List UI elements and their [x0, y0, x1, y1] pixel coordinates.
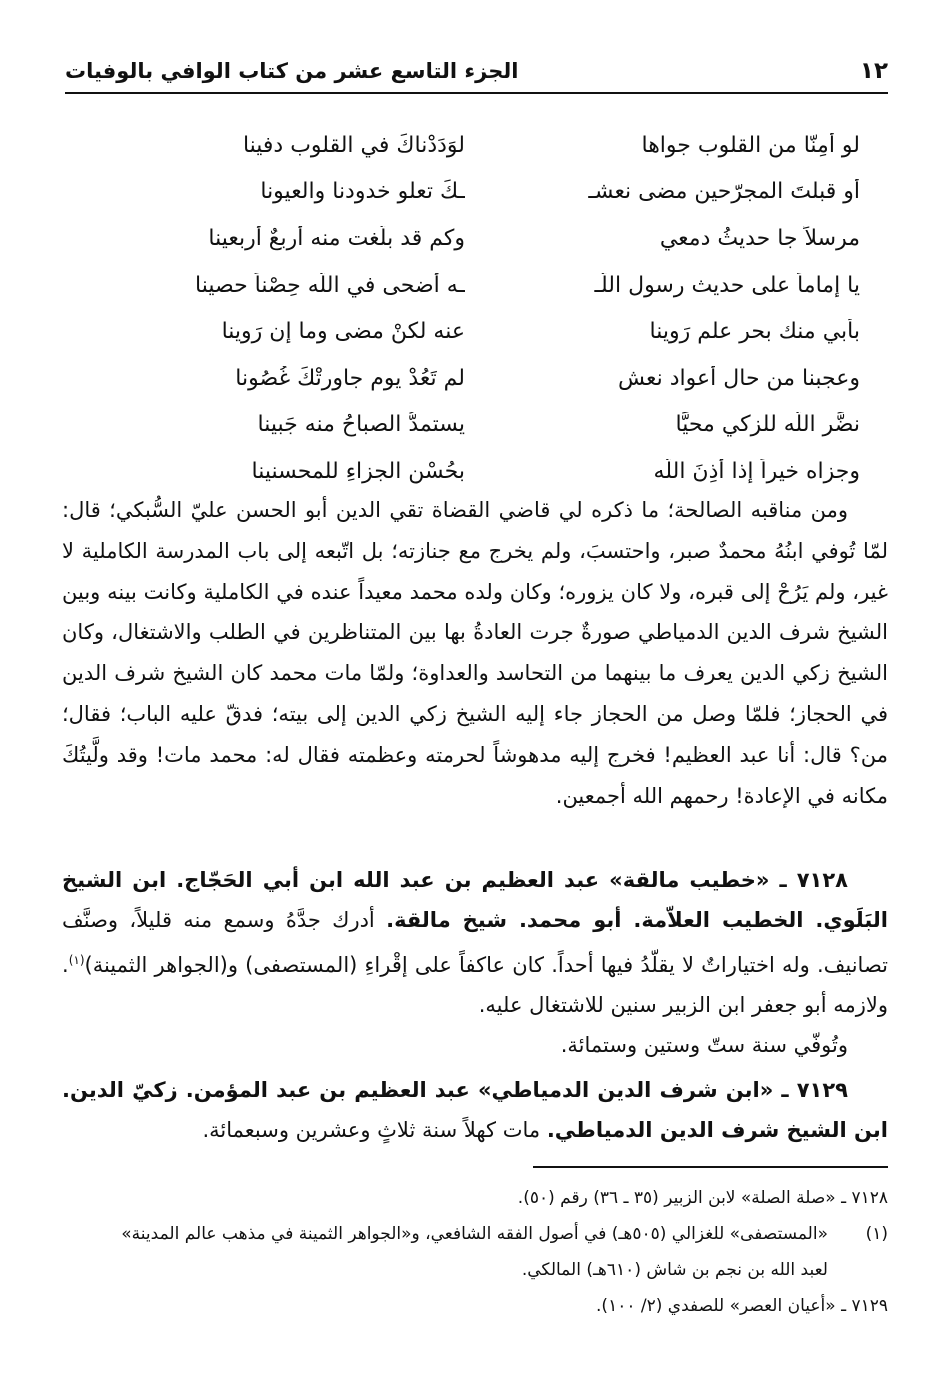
verse-first-hemistich: أو قبلتَ المجرّحين مضى نعشـ [588, 179, 860, 205]
verse-first-hemistich: لو أمِنّا من القلوب جواها [641, 132, 860, 158]
entry-paragraph [62, 1070, 888, 1150]
page-header [65, 58, 888, 84]
verse-first-hemistich: بأبي منك بحر علم رَوينا [649, 319, 860, 345]
footnote-marker: (١) [865, 1224, 888, 1244]
verse-second-hemistich: لوَدَدْناكَ في القلوب دفينا [242, 132, 465, 158]
biography-entry-7129 [62, 1070, 888, 1150]
footnote-ref[interactable]: (١) [68, 953, 85, 967]
entry-death: وتُوفّي سنة ستّ وستين وستمائة. [560, 1033, 848, 1057]
verse-first-hemistich: يا إماماً على حديث رسول اللّـ [594, 272, 860, 298]
entry-text: أدرك جدَّهُ وسمع منه قليلاً، وصنَّف تصانيف. وله اختياراتٌ لا يقلّدُ فيها أحداً. كان عاكفاً على إقْراءِ (المستصفى) و(الجواهر الثمينة) [62, 908, 888, 977]
entry-heading: ٧١٢٨ ـ «خطيب مالقة» عبد العظيم بن عبد الله ابن أبي الحَجّاج. ابن الشيخ البَلَوي. الخطيب العلاّمة. أبو محمد. شيخ مالقة. [62, 868, 888, 932]
poem-block [100, 122, 860, 495]
entry-text-continued: . ولازمه أبو جعفر ابن الزبير سنين للاشتغال عليه. [62, 953, 888, 1017]
poem-verse [100, 169, 860, 216]
entry-text: مات كهلاً سنة ثلاثٍ وعشرين وسبعمائة. [202, 1118, 541, 1142]
footnotes [62, 1180, 888, 1324]
poem-verse [100, 448, 860, 495]
entry-heading: ٧١٢٩ ـ «ابن شرف الدين الدمياطي» عبد العظيم بن عبد المؤمن. زكيّ الدين. ابن الشيخ شرف الدين الدمياطي. [62, 1078, 888, 1142]
verse-first-hemistich: نضَّر اللّه للزكي محيًّا [675, 412, 860, 438]
poem-verse [100, 122, 860, 169]
verse-first-hemistich: وجزاه خيراً إذا أذِنَ اللّه [653, 458, 860, 484]
verse-second-hemistich: ـكَ تعلو خدودنا والعيونا [260, 179, 465, 205]
verse-second-hemistich: ـه أضحى في اللّه حِصْناً حصينا [195, 272, 465, 298]
poem-verse [100, 308, 860, 355]
verse-second-hemistich: يستمدُّ الصباحُ منه جَبينا [257, 412, 465, 438]
footnote-1 [62, 1216, 888, 1252]
verse-second-hemistich: عنه لكنْ مضى وما إن رَوينا [221, 319, 465, 345]
footnote-text: «المستصفى» للغزالي (٥٠٥هـ) في أصول الفقه الشافعي، و«الجواهر الثمينة في مذهب عالم المدينة» [121, 1224, 828, 1244]
book-title: الجزء التاسع عشر من كتاب الوافي بالوفيات [65, 59, 519, 83]
poem-verse [100, 262, 860, 309]
verse-first-hemistich: مرسلاً جا حديثُ دمعي [659, 225, 860, 251]
main-text [62, 490, 888, 816]
entry-paragraph [62, 860, 888, 1025]
anecdote-paragraph: ومن مناقبه الصالحة؛ ما ذكره لي قاضي القضاة تقي الدين أبو الحسن عليّ السُّبكي؛ قال: لمّا تُوفي ابنُهُ محمدٌ صبر، واحتسبَ، ولم يخرج مع جنازته؛ بل اتّبعه إلى باب المدرسة الكاملية لا غير، ولم يَرُحْ إلى قبره، ولا كان يزوره؛ وكان ولده محمد معيداً عنده في الكاملية وكانت بينه وبين الشيخ شرف الدين الدمياطي صورةٌ جرت العادةُ بها بين المتناظرين في الطلب والاشتغال، وكان الشيخ زكي الدين يعرف ما بينهما من التحاسد والعداوة؛ ولمّا مات محمد كان الشيخ شرف الدين في الحجاز؛ فلمّا وصل من الحجاز جاء إليه الشيخ زكي الدين إلى بيته؛ فدقّ عليه الباب؛ فقال؛ من؟ قال: أنا عبد العظيم! فخرج إليه مدهوشاً لحرمته وعظمته فقال له: محمد مات! وقد ولَّيتُكَ مكانه في الإعادة! رحمهم الله أجمعين. [62, 498, 888, 808]
footnote-7129: ٧١٢٩ ـ «أعيان العصر» للصفدي (٢/ ١٠٠). [596, 1296, 888, 1316]
verse-second-hemistich: لم تَعُدْ يوم جاورتْكَ غُصُونا [235, 365, 465, 391]
poem-verse [100, 355, 860, 402]
footnote-divider [533, 1166, 888, 1168]
verse-second-hemistich: وكم قد بلَّغت منه أربعٌ أربعينا [208, 225, 465, 251]
header-divider [65, 92, 888, 94]
poem-verse [100, 402, 860, 449]
footnote-1-continued: لعبد الله بن نجم بن شاش (٦١٠هـ) المالكي. [521, 1260, 828, 1280]
poem-verse [100, 215, 860, 262]
verse-second-hemistich: بحُسْنِ الجزاءِ للمحسنينا [251, 458, 465, 484]
page-number: ١٢ [859, 58, 888, 84]
biography-entry-7128 [62, 860, 888, 1065]
footnote-7128: ٧١٢٨ ـ «صلة الصلة» لابن الزبير (٣٥ ـ ٣٦) رقم (٥٠). [517, 1188, 888, 1208]
verse-first-hemistich: وعجبنا من حال أعواد نعشٍ [617, 365, 860, 391]
